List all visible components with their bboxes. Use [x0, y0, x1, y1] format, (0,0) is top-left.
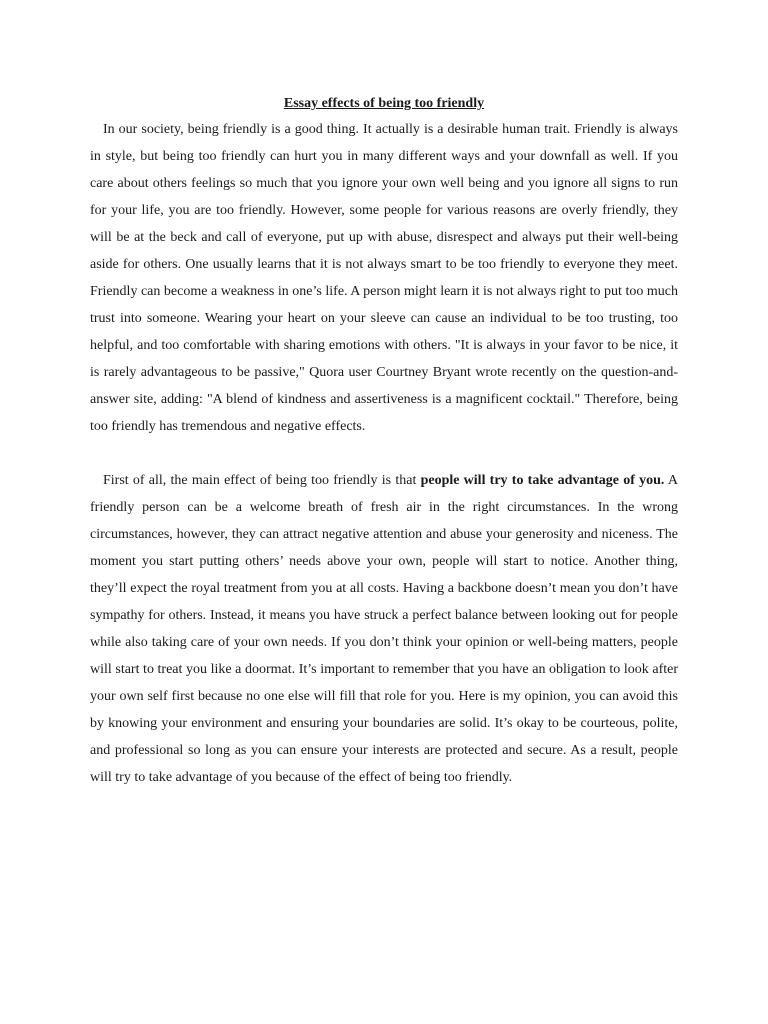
essay-title: Essay effects of being too friendly	[283, 96, 485, 111]
paragraph-introduction: In our society, being friendly is a good thing. It actually is a desirable human trait. Friendly is always in style, but being too friendly can hurt you in many different ways and your downfall as well. If you care about others feelings so much that you ignore your own well being and you ignore all signs to run for your life, you are too friendly. However, some people for various reasons are overly friendly, they will be at the beck and call of everyone, put up with abuse, disrespect and always put their well-being aside for others. One usually learns that it is not always smart to be too friendly to everyone they meet. Friendly can become a weakness in one’s life. A person might learn it is not always right to put too much trust into someone. Wearing your heart on your sleeve can cause an individual to be too trusting, too helpful, and too comfortable with sharing emotions with others. "It is always in your favor to be nice, it is rarely advantageous to be passive," Quora user Courtney Bryant wrote recently on the question-and-answer site, adding: "A blend of kindness and assertiveness is a magnificent cocktail." Therefore, being too friendly has tremendous and negative effects.	[90, 122, 678, 434]
paragraph-first-effect-body: A friendly person can be a welcome breath of fresh air in the right circumstances. In the wrong circumstances, however, they can attract negative attention and abuse your generosity and niceness. The moment you start putting others’ needs above your own, people will start to notice. Another thing, they’ll expect the royal treatment from you at all costs. Having a backbone doesn’t mean you don’t have sympathy for others. Instead, it means you have struck a perfect balance between looking out for people while also taking care of your own needs. If you don’t think your opinion or well-being matters, people will start to treat you like a doormat. It’s important to remember that you have an obligation to look after your own self first because no one else will fill that role for you. Here is my opinion, you can avoid this by knowing your environment and ensuring your boundaries are solid. It’s okay to be courteous, polite, and professional so long as you can ensure your interests are protected and secure. As a result, people will try to take advantage of you because of the effect of being too friendly.	[90, 473, 678, 785]
paragraph-first-effect	[90, 467, 678, 791]
document-body	[90, 94, 678, 791]
paragraph-first-effect-thesis: people will try to take advantage of you.	[420, 473, 665, 488]
paragraph-first-effect-intro: First of all, the main effect of being too friendly is that	[103, 473, 421, 488]
